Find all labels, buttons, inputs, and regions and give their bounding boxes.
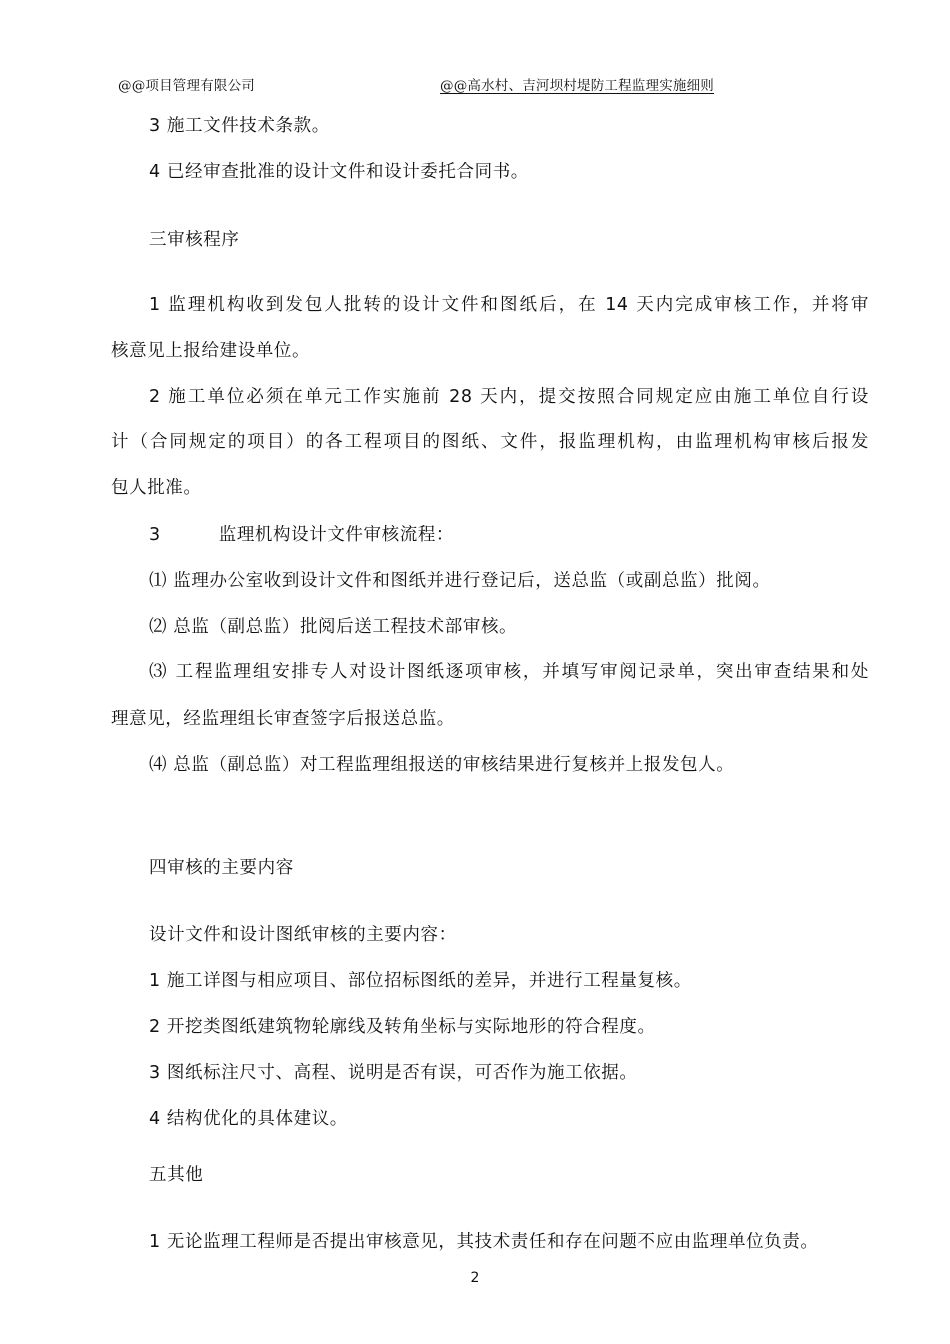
flow-step-3-line-1: ⑶ 工程监理组安排专人对设计图纸逐项审核，并填写审阅记录单，突出审查结果和处 xyxy=(149,662,869,682)
content-item-4: 4 结构优化的具体建议。 xyxy=(149,1109,348,1129)
section-4-title: 四审核的主要内容 xyxy=(149,858,294,878)
other-item-1: 1 无论监理工程师是否提出审核意见，其技术责任和存在问题不应由监理单位负责。 xyxy=(149,1232,819,1252)
paragraph-3 xyxy=(149,521,454,546)
header-company: @@项目管理有限公司 xyxy=(118,78,255,94)
flow-step-4: ⑷ 总监（副总监）对工程监理组报送的审核结果进行复核并上报发包人。 xyxy=(149,755,735,775)
list-item-4: 4 已经审查批准的设计文件和设计委托合同书。 xyxy=(149,162,529,182)
paragraph-1-line-1: 1 监理机构收到发包人批转的设计文件和图纸后，在 14 天内完成审核工作，并将审 xyxy=(149,295,869,315)
paragraph-1-line-2: 核意见上报给建设单位。 xyxy=(111,341,311,361)
content-item-1: 1 施工详图与相应项目、部位招标图纸的差异，并进行工程量复核。 xyxy=(149,971,692,991)
paragraph-3-number: 3 xyxy=(149,525,161,545)
flow-step-1: ⑴ 监理办公室收到设计文件和图纸并进行登记后，送总监（或副总监）批阅。 xyxy=(149,571,771,591)
section-5-title: 五其他 xyxy=(149,1165,204,1185)
section-4-intro: 设计文件和设计图纸审核的主要内容： xyxy=(149,925,457,945)
content-item-2: 2 开挖类图纸建筑物轮廓线及转角坐标与实际地形的符合程度。 xyxy=(149,1017,656,1037)
content-item-3: 3 图纸标注尺寸、高程、说明是否有误，可否作为施工依据。 xyxy=(149,1063,638,1083)
page-number: 2 xyxy=(470,1270,480,1286)
section-3-title: 三审核程序 xyxy=(149,230,240,250)
paragraph-3-text: 监理机构设计文件审核流程： xyxy=(218,525,455,545)
paragraph-2-line-3: 包人批准。 xyxy=(111,478,202,498)
paragraph-2-line-1: 2 施工单位必须在单元工作实施前 28 天内，提交按照合同规定应由施工单位自行设 xyxy=(149,387,869,407)
paragraph-2-line-2: 计（合同规定的项目）的各工程项目的图纸、文件，报监理机构，由监理机构审核后报发 xyxy=(111,432,869,452)
list-item-3: 3 施工文件技术条款。 xyxy=(149,116,330,136)
flow-step-2: ⑵ 总监（副总监）批阅后送工程技术部审核。 xyxy=(149,617,518,637)
flow-step-3-line-2: 理意见，经监理组长审查签字后报送总监。 xyxy=(111,709,455,729)
header-document-title: @@高水村、吉河坝村堤防工程监理实施细则 xyxy=(440,78,714,94)
